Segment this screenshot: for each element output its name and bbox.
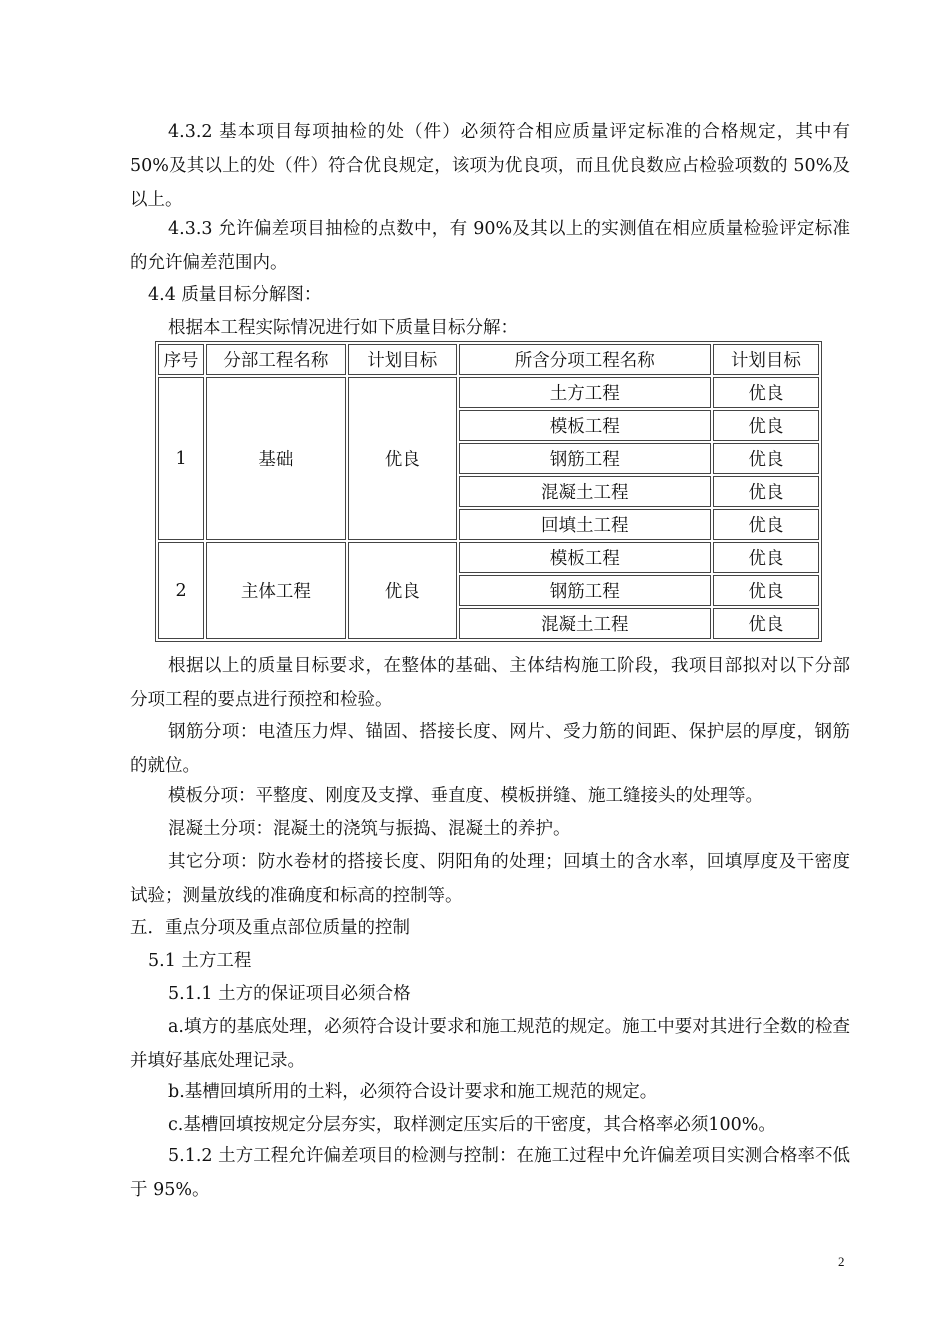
item-target: 优良 (713, 608, 819, 639)
header-cell: 序号 (158, 344, 204, 375)
item-name: 模板工程 (459, 542, 711, 573)
group-number: 1 (158, 377, 204, 540)
quality-target-table (155, 341, 822, 642)
item-name: 模板工程 (459, 410, 711, 441)
table-header-row (158, 344, 819, 375)
paragraph-c: c.基槽回填按规定分层夯实，取样测定压实后的干密度，其合格率必须100%。 (168, 1115, 776, 1135)
item-target: 优良 (713, 575, 819, 606)
header-cell: 计划目标 (348, 344, 457, 375)
page-number: 2 (838, 1254, 845, 1269)
paragraph-formwork: 模板分项：平整度、刚度及支撑、垂直度、模板拼缝、施工缝接头的处理等。 (168, 786, 763, 806)
item-target: 优良 (713, 443, 819, 474)
group-name: 基础 (206, 377, 345, 540)
section-heading-5: 五．重点分项及重点部位质量的控制 (130, 918, 410, 938)
item-name: 回填土工程 (459, 509, 711, 540)
paragraph-4-3-2: 4.3.2 基本项目每项抽检的处（件）必须符合相应质量评定标准的合格规定，其中有 50%及其以上的处（件）符合优良规定，该项为优良项，而且优良数应占检验项数的 50%及以上。 (130, 122, 850, 210)
item-name: 混凝土工程 (459, 608, 711, 639)
table-row (158, 542, 819, 573)
paragraph-4-3-3: 4.3.3 允许偏差项目抽检的点数中，有 90%及其以上的实测值在相应质量检验评定标准的允许偏差范围内。 (130, 219, 850, 273)
item-target: 优良 (713, 410, 819, 441)
item-name: 钢筋工程 (459, 443, 711, 474)
header-cell: 计划目标 (713, 344, 819, 375)
paragraph-concrete: 混凝土分项：混凝土的浇筑与振捣、混凝土的养护。 (168, 819, 571, 839)
paragraph-5-1-2: 5.1.2 土方工程允许偏差项目的检测与控制：在施工过程中允许偏差项目实测合格率不低于 95%。 (130, 1146, 850, 1200)
group-name: 主体工程 (206, 542, 345, 639)
item-target: 优良 (713, 476, 819, 507)
item-target: 优良 (713, 509, 819, 540)
item-name: 土方工程 (459, 377, 711, 408)
paragraph-a: a.填方的基底处理，必须符合设计要求和施工规范的规定。施工中要对其进行全数的检查并填好基底处理记录。 (130, 1017, 850, 1071)
table-intro: 根据本工程实际情况进行如下质量目标分解： (168, 318, 518, 338)
group-target: 优良 (348, 377, 457, 540)
group-number: 2 (158, 542, 204, 639)
item-name: 混凝土工程 (459, 476, 711, 507)
item-target: 优良 (713, 377, 819, 408)
paragraph-rebar: 钢筋分项：电渣压力焊、锚固、搭接长度、网片、受力筋的间距、保护层的厚度，钢筋的就位。 (130, 722, 850, 776)
paragraph-b: b.基槽回填所用的土料，必须符合设计要求和施工规范的规定。 (168, 1082, 658, 1102)
heading-5-1-1: 5.1.1 土方的保证项目必须合格 (168, 984, 411, 1004)
item-target: 优良 (713, 542, 819, 573)
heading-4-4: 4.4 质量目标分解图： (148, 285, 322, 305)
header-cell: 所含分项工程名称 (459, 344, 711, 375)
table-row (158, 377, 819, 408)
header-cell: 分部工程名称 (206, 344, 345, 375)
heading-5-1: 5.1 土方工程 (148, 951, 252, 971)
item-name: 钢筋工程 (459, 575, 711, 606)
group-target: 优良 (348, 542, 457, 639)
paragraph-summary: 根据以上的质量目标要求，在整体的基础、主体结构施工阶段，我项目部拟对以下分部分项工程的要点进行预控和检验。 (130, 656, 850, 710)
paragraph-other: 其它分项：防水卷材的搭接长度、阴阳角的处理；回填土的含水率，回填厚度及干密度试验；测量放线的准确度和标高的控制等。 (130, 852, 850, 906)
